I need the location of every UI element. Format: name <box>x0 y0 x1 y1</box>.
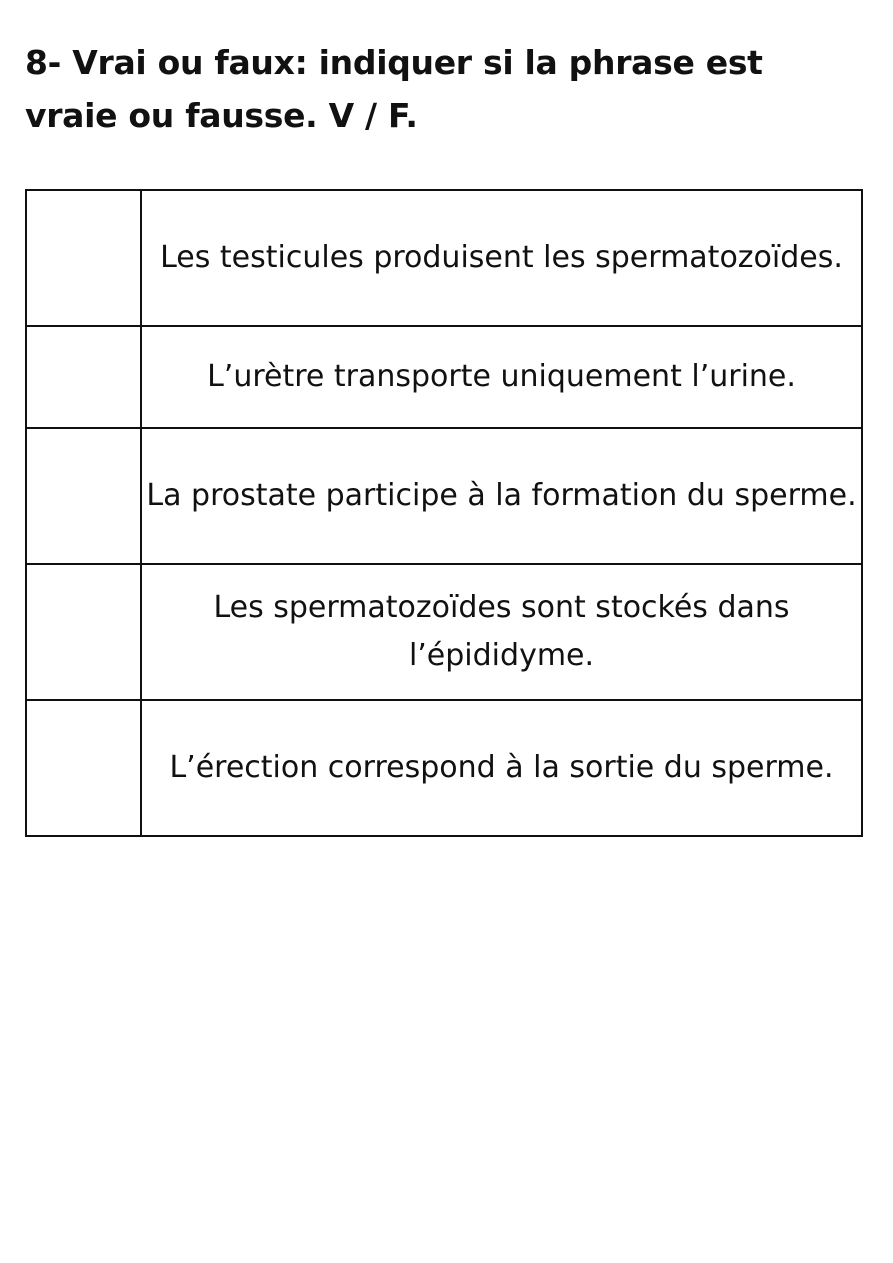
statement-cell: Les testicules produisent les spermatozoïdes. <box>141 190 862 326</box>
statement-cell: Les spermatozoïdes sont stockés dans l’épididyme. <box>141 564 862 700</box>
table-row <box>26 326 862 428</box>
statement-cell: L’érection correspond à la sortie du sperme. <box>141 700 862 836</box>
table-row <box>26 700 862 836</box>
table-row <box>26 190 862 326</box>
table-row <box>26 564 862 700</box>
answer-cell[interactable] <box>26 700 141 836</box>
true-false-table <box>25 189 863 837</box>
answer-cell[interactable] <box>26 564 141 700</box>
answer-cell[interactable] <box>26 190 141 326</box>
statement-cell: La prostate participe à la formation du sperme. <box>141 428 862 564</box>
answer-cell[interactable] <box>26 428 141 564</box>
statement-cell: L’urètre transporte uniquement l’urine. <box>141 326 862 428</box>
answer-cell[interactable] <box>26 326 141 428</box>
exercise-heading: 8- Vrai ou faux: indiquer si la phrase est vraie ou fausse. V / F. <box>25 43 763 135</box>
table-row <box>26 428 862 564</box>
